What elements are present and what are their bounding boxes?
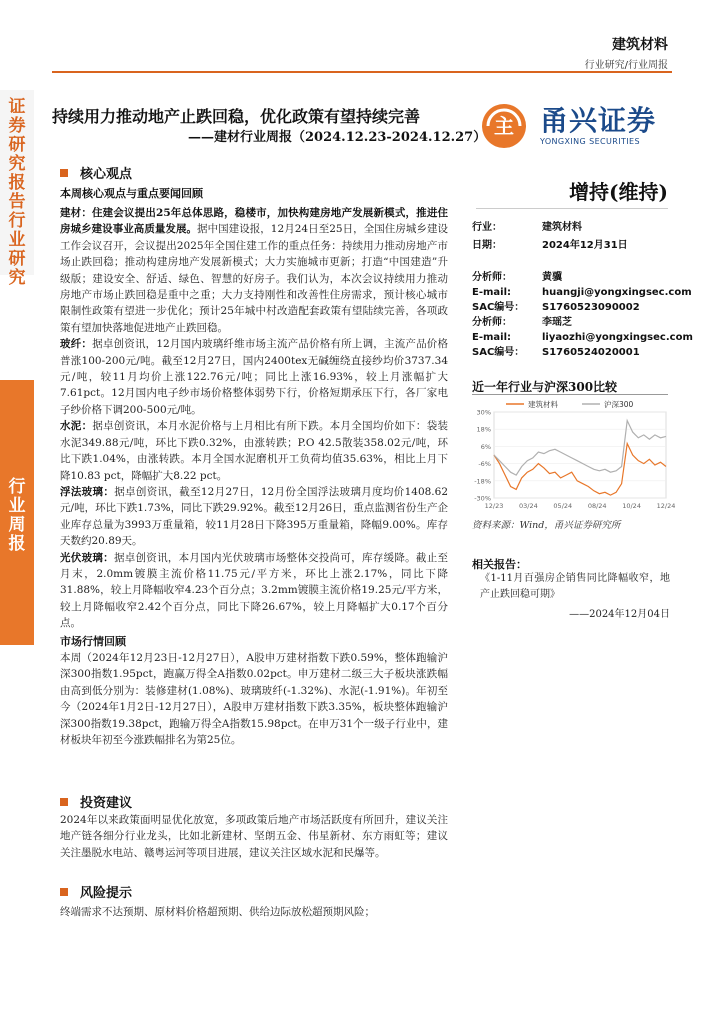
logo-name: 甬兴证券 <box>540 104 657 137</box>
invest-heading-text: 投资建议 <box>80 796 133 811</box>
info-email1 <box>472 285 692 300</box>
market-subheading: 市场行情回顾 <box>60 634 126 648</box>
para4-lead: 浮法玻璃： <box>60 485 115 498</box>
info-analyst1 <box>472 270 562 285</box>
para-market: 本周（2024年12月23日-12月27日），A股申万建材指数下跌0.59%，整体跑输沪深300指数1.95pct，跑赢万得全A指数0.02pct。申万建材二级三大子板块涨跌幅由高到低分别为：装修建材(1.08%)、玻璃玻纤(-1.32%)、水泥(-1.91%)。年初至今（2024年1月2日-12月27日），A股申万建材指数下跌3.35%，板块整体跑输沪深300指数19.38pct，跑输万得全A指数15.98pct。在申万31个一级子行业中，建材板块年初至今涨跌幅排名为第25位。 <box>60 651 448 746</box>
sac1-value: S1760523090002 <box>542 302 640 313</box>
y-tick-label: -18% <box>474 477 491 486</box>
rating: 增持(维持) <box>569 180 668 204</box>
chart-frame <box>494 412 666 498</box>
risk-heading-text: 风险提示 <box>80 886 133 901</box>
y-tick-label: -6% <box>478 460 491 469</box>
x-tick-label: 03/24 <box>519 502 538 510</box>
industry-value: 建筑材料 <box>542 222 582 233</box>
email1-label: E-mail: <box>472 287 512 298</box>
email1-value[interactable]: huangji@yongxingsec.com <box>542 287 692 298</box>
analyst1-value: 黄骥 <box>542 272 562 283</box>
logo-mark-text: 主 <box>494 114 514 138</box>
chart-svg <box>462 396 676 516</box>
para2-lead: 玻纤： <box>60 338 93 351</box>
related-report-item[interactable]: 《1-11月百强房企销售同比降幅收窄，地产止跌回稳可期》 <box>480 573 670 600</box>
email2-label: E-mail: <box>472 332 512 343</box>
core-section-heading <box>60 163 132 182</box>
para-glass-fiber <box>60 336 448 418</box>
para-cement <box>60 418 448 484</box>
chart-source: 资料来源：Wind，甬兴证券研究所 <box>472 520 621 531</box>
y-tick-label: -30% <box>474 494 491 503</box>
y-tick-label: 30% <box>476 408 491 417</box>
para-float-glass <box>60 484 448 550</box>
para5-text: 据卓创资讯，本月国内光伏玻璃市场整体交投尚可，库存缓降。截止至月末，2.0mm镀膜主流价格11.75元/平方米，环比上涨2.17%，同比下降31.88%，较上月降幅收窄4.23个百分点；3.2mm镀膜主流价格19.25元/平方米，较上月降幅收窄2.42个百分点，同比下降26.67%，较上月降幅扩大0.17个百分点。 <box>60 551 449 630</box>
industry-label: 行业： <box>472 222 502 233</box>
info-date <box>472 238 628 253</box>
x-tick-label: 12/23 <box>484 502 504 510</box>
report-subtitle: ——建材行业周报（2024.12.23-2024.12.27） <box>188 130 487 145</box>
risk-body: 终端需求不达预期、原材料价格超预期、供给边际放松超预期风险； <box>60 906 375 918</box>
x-tick-label: 10/24 <box>622 502 641 510</box>
chart-title: 近一年行业与沪深300比较 <box>472 380 618 394</box>
info-industry <box>472 220 582 235</box>
x-tick-label: 08/24 <box>587 502 607 510</box>
info-sac1 <box>472 300 640 315</box>
analyst2-value: 李瑶芝 <box>542 317 572 328</box>
bullet-square-icon <box>60 169 68 177</box>
side-top-label: 证券研究报告 行业研究 <box>8 97 26 288</box>
para3-text: 据卓创资讯，本月水泥价格与上月相比有所下跌。本月全国均价如下：袋装水泥349.88元/吨，环比下跌0.32%，由涨转跌；P.O 42.5散装358.02元/吨，环比下跌1.04%，由涨转跌。本月全国水泥磨机开工负荷均值35.63%，相比上月下降10.83 pct，降幅扩大8.22 pct。 <box>60 420 449 482</box>
legend-building-materials: 建筑材料 <box>528 400 558 409</box>
logo-english: YONGXING SECURITIES <box>540 137 640 146</box>
bullet-square-icon <box>60 798 68 806</box>
core-heading-text: 核心观点 <box>80 167 133 182</box>
analyst2-label: 分析师： <box>472 317 512 328</box>
para4-text: 据卓创资讯，截至12月27日，12月份全国浮法玻璃月度均价1408.62元/吨，环比下跌1.73%，同比下跌29.92%。截至12月26日，重点监测省份生产企业库存总量为3993万重量箱，较11月28日下降395万重量箱，降幅9.00%。库存天数约20.89天。 <box>60 485 448 548</box>
info-analyst2 <box>472 315 572 330</box>
y-tick-label: 6% <box>480 442 491 451</box>
info-email2 <box>472 330 693 345</box>
date-value: 2024年12月31日 <box>542 240 628 251</box>
header-divider <box>52 71 672 73</box>
rating-divider <box>476 208 668 209</box>
comparison-chart <box>462 396 676 516</box>
analyst1-label: 分析师： <box>472 272 512 283</box>
invest-section-heading <box>60 792 132 811</box>
related-reports-title: 相关报告： <box>472 558 527 571</box>
chart-top-rule <box>472 394 668 395</box>
header-sector: 建筑材料 <box>612 37 668 53</box>
logo-mark-icon <box>478 96 538 154</box>
core-body <box>60 205 448 748</box>
bullet-square-icon <box>60 888 68 896</box>
info-sac2 <box>472 345 640 360</box>
sac2-label: SAC编号： <box>472 347 525 358</box>
para3-lead: 水泥： <box>60 420 93 433</box>
header-report-type: 行业研究/行业周报 <box>584 60 668 71</box>
x-tick-label: 05/24 <box>553 502 573 510</box>
invest-body: 2024年以来政策面明显优化放宽，多项政策后地产市场活跃度有所回升，建议关注地产链各细分行业龙头，比如北新建材、坚朗五金、伟星新材、东方雨虹等；建议关注墨脱水电站、赣粤运河等项目进展，建议关注区域水泥和民爆等。 <box>60 814 448 859</box>
core-subheading: 本周核心观点与重点要闻回顾 <box>60 187 203 200</box>
report-title: 持续用力推动地产止跌回稳，优化政策有望持续完善 <box>52 107 421 126</box>
x-tick-label: 12/24 <box>656 502 676 510</box>
sac1-label: SAC编号： <box>472 302 525 313</box>
y-tick-label: 18% <box>476 425 491 434</box>
para2-text: 据卓创资讯，12月国内玻璃纤维市场主流产品价格有所上调，主流产品价格普涨100-200元/吨。截至12月27日，国内2400tex无碱缠绕直接纱均价3737.34元/吨，较11月均价上涨122.76元/吨；同比上涨16.93%，较上月涨幅扩大7.61pct。12月国内电子纱市场价格整体弱势下行，价格短期承压下行，各厂家电子纱价格下调200-500元/吨。 <box>60 338 449 416</box>
para1-lead: 建材：住建会议提出25年总体思路，稳楼市，加快构建房地产发展新模式，推进住房城乡建设事业高质量发展。 <box>60 207 448 236</box>
risk-section-heading <box>60 882 132 901</box>
related-report-date: ——2024年12月04日 <box>569 609 670 620</box>
date-label: 日期： <box>472 240 502 251</box>
para1-text: 据中国建设报，12月24日至25日，全国住房城乡建设工作会议召开，会议提出2025年全国住建工作的重点任务：持续用力推动房地产市场止跌回稳；推动构建房地产发展新模式；大力实施城市更新；打造“中国建造”升级版；建设安全、舒适、绿色、智慧的好房子。我们认为，本次会议持续用力推动房地产市场止跌回稳是重中之重；大力支持刚性和改善性住房需求，预计核心城市限制性政策有望进一步优化；预计25年城中村改造配套政策有望陆续完善，各项政策有望加快落地促进地产止跌回稳。 <box>60 223 448 334</box>
para5-lead: 光伏玻璃： <box>60 551 114 564</box>
email2-value[interactable]: liyaozhi@yongxingsec.com <box>542 332 693 343</box>
para-building-materials <box>60 205 448 336</box>
series-line-csi300 <box>494 421 666 476</box>
para-pv-glass <box>60 550 448 632</box>
legend-csi300: 沪深300 <box>604 400 634 409</box>
sac2-value: S1760524020001 <box>542 347 640 358</box>
side-bar-label: 行业周报 <box>8 477 26 554</box>
